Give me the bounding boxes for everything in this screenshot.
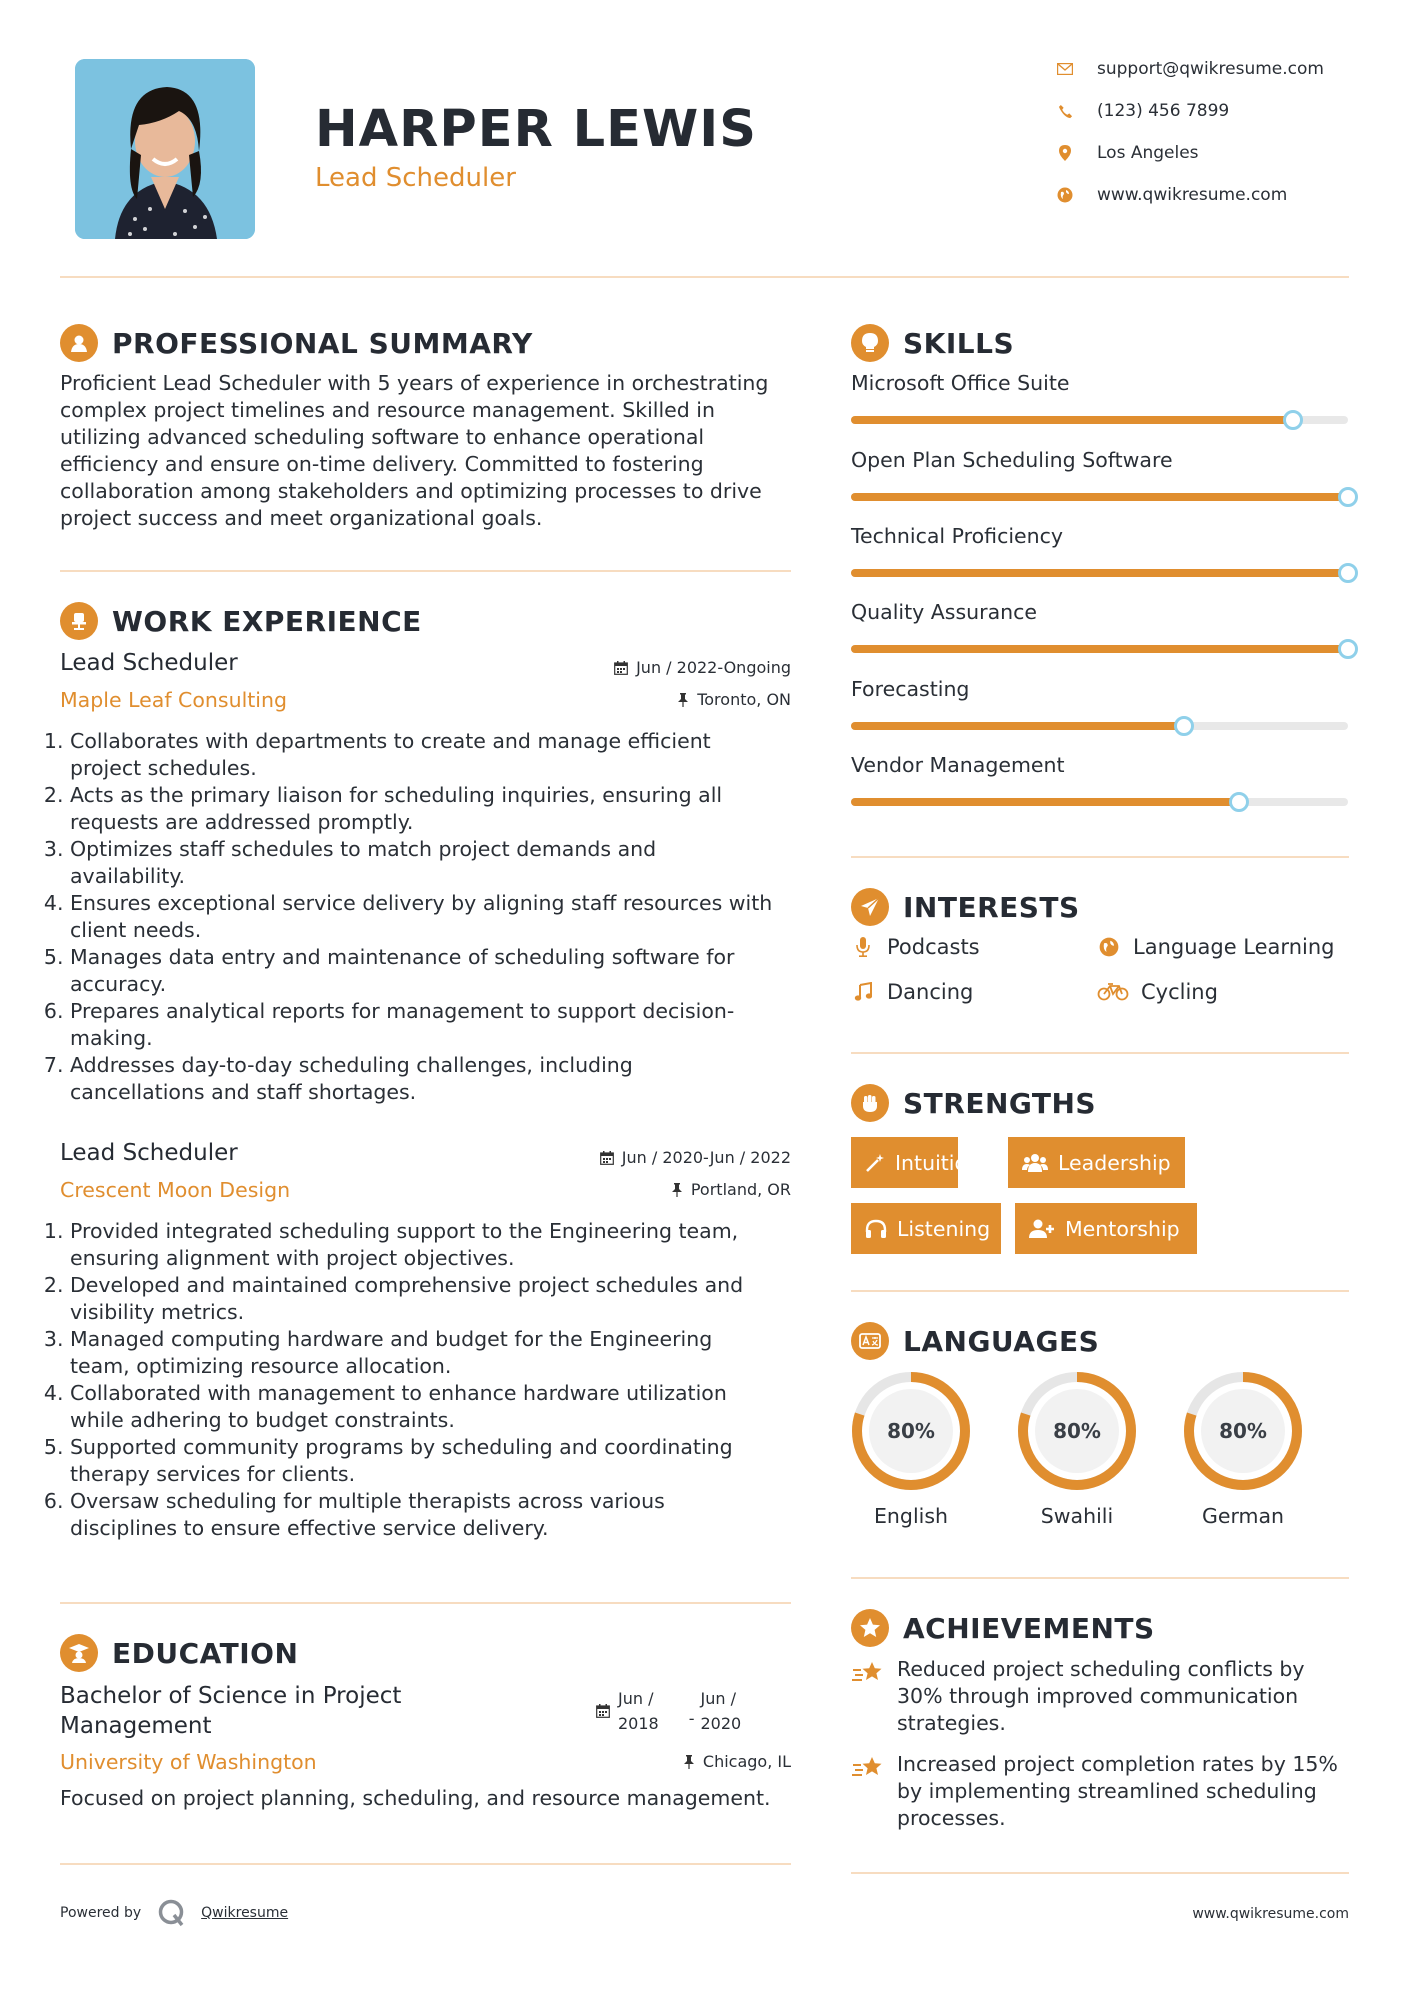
strength-chip: [1008, 1137, 1185, 1188]
website-text: www.qwikresume.com: [1097, 185, 1288, 205]
job-2-location: [671, 1180, 791, 1199]
job-1-location-text: Toronto, ON: [697, 690, 791, 709]
skill-bar-fill: [851, 493, 1348, 501]
powered-by-label: Powered by: [60, 1905, 142, 1921]
music-note-icon: [851, 980, 875, 1004]
duty-item: 5. Manages data entry and maintenance of scheduling software for accuracy.: [70, 944, 812, 998]
skill-bar: [851, 569, 1348, 577]
skill-bar-knob: [1338, 639, 1358, 659]
duty-item: 1. Provided integrated scheduling support to the Engineering team, ensuring alignment with project objectives.: [70, 1218, 812, 1272]
skill-name: Vendor Management: [851, 753, 1065, 777]
education-school: University of Washington: [60, 1750, 317, 1774]
education-description: Focused on project planning, scheduling, and resource management.: [60, 1786, 771, 1810]
strength-label: Intuition: [895, 1150, 981, 1175]
achievement-text: Reduced project scheduling conflicts by 30% through improved communication strategies.: [897, 1657, 1305, 1735]
skill-name: Microsoft Office Suite: [851, 371, 1070, 395]
microphone-icon: [851, 935, 875, 959]
lightbulb-icon: [851, 324, 889, 362]
language-percent: 80%: [887, 1419, 935, 1443]
language-name: German: [1201, 1504, 1285, 1528]
skill-bar-fill: [851, 722, 1184, 730]
summary-heading: [60, 323, 533, 363]
user-icon: [60, 324, 98, 362]
pushpin-icon: [683, 1755, 695, 1769]
qwikresume-logo-icon: [157, 1898, 187, 1928]
degree-line: Management: [60, 1713, 212, 1739]
footer-powered-by: [60, 1898, 288, 1928]
language-name: Swahili: [1040, 1504, 1114, 1528]
interest-item: [851, 935, 980, 959]
shooting-star-icon: [851, 1658, 887, 1688]
summary-line: collaboration among stakeholders and optimizing processes to drive: [60, 479, 762, 503]
bicycle-icon: [1097, 980, 1129, 1004]
languages-heading: [851, 1321, 1099, 1361]
strength-label: Leadership: [1058, 1150, 1171, 1175]
calendar-icon: [596, 1704, 610, 1718]
pushpin-icon: [671, 1183, 683, 1197]
footer-brand-link[interactable]: Qwikresume: [201, 1905, 289, 1921]
calendar-icon: [614, 661, 628, 675]
education-divider: [60, 1863, 791, 1865]
summary-line: project success and meet organizational goals.: [60, 506, 543, 530]
skill-bar-knob: [1338, 563, 1358, 583]
experience-title: WORK EXPERIENCE: [112, 604, 422, 638]
headphones-icon: [865, 1218, 887, 1240]
skill-name: Open Plan Scheduling Software: [851, 448, 1173, 472]
globe-icon: [1055, 185, 1075, 205]
paper-plane-icon: [851, 888, 889, 926]
skills-heading: [851, 323, 1014, 363]
location-text: Los Angeles: [1097, 143, 1199, 163]
education-heading: [60, 1633, 298, 1673]
summary-line: efficiency and ensure on-time delivery. Committed to fostering: [60, 452, 704, 476]
skill-bar-knob: [1338, 487, 1358, 507]
achievements-title: ACHIEVEMENTS: [903, 1611, 1155, 1645]
duty-item: 6. Oversaw scheduling for multiple therapists across various disciplines to ensure effective service delivery.: [70, 1488, 812, 1542]
interest-label: Podcasts: [887, 935, 980, 959]
contact-website[interactable]: [1055, 182, 1355, 208]
education-start: Jun / 2018: [618, 1689, 659, 1733]
profile-photo: [75, 59, 255, 239]
skill-bar-fill: [851, 416, 1293, 424]
achievement-item: [851, 1656, 1351, 1737]
strengths-title: STRENGTHS: [903, 1086, 1097, 1120]
achievement-item: [851, 1751, 1351, 1832]
phone-icon: [1055, 101, 1075, 121]
strengths-divider: [851, 1290, 1349, 1292]
contact-email[interactable]: [1055, 56, 1355, 82]
job-1-date: [614, 658, 791, 677]
duty-item: 7. Addresses day-to-day scheduling challenges, including cancellations and staff shortages.: [70, 1052, 812, 1106]
skill-bar: [851, 722, 1348, 730]
job-2-date: [600, 1148, 791, 1167]
footer-website[interactable]: www.qwikresume.com: [1192, 1906, 1349, 1922]
interests-heading: [851, 887, 1080, 927]
skill-bar-fill: [851, 569, 1348, 577]
graduate-icon: [60, 1634, 98, 1672]
skill-bar: [851, 798, 1348, 806]
duty-item: 2. Developed and maintained comprehensive project schedules and visibility metrics.: [70, 1272, 812, 1326]
strength-label: Mentorship: [1065, 1216, 1180, 1241]
education-location: [683, 1752, 791, 1771]
language-ring: [1181, 1369, 1305, 1493]
achievement-text: Increased project completion rates by 15% by implementing streamlined scheduling processes.: [897, 1752, 1338, 1830]
fist-icon: [851, 1084, 889, 1122]
job-1-company: Maple Leaf Consulting: [60, 688, 288, 712]
interest-item: [851, 980, 973, 1004]
envelope-icon: [1055, 59, 1075, 79]
skill-bar-fill: [851, 798, 1239, 806]
languages-divider: [851, 1577, 1349, 1579]
job-1-location: [677, 690, 791, 709]
summary-divider: [60, 570, 791, 572]
achievements-heading: [851, 1608, 1155, 1648]
duty-item: 1. Collaborates with departments to create and manage efficient project schedules.: [70, 728, 812, 782]
duty-item: 4. Ensures exceptional service delivery by aligning staff resources with client needs.: [70, 890, 812, 944]
duty-item: 4. Collaborated with management to enhance hardware utilization while adhering to budget constraints.: [70, 1380, 812, 1434]
job-2-location-text: Portland, OR: [690, 1180, 791, 1199]
summary-line: complex project timelines and resource management. Skilled in: [60, 398, 715, 422]
strength-chip: [851, 1203, 1001, 1254]
job-2-role: Lead Scheduler: [60, 1140, 238, 1166]
language-percent: 80%: [1053, 1419, 1101, 1443]
achievements-divider: [851, 1872, 1349, 1874]
duty-item: 3. Optimizes staff schedules to match project demands and availability.: [70, 836, 812, 890]
calendar-icon: [600, 1151, 614, 1165]
skill-bar-fill: [851, 645, 1348, 653]
skill-bar: [851, 493, 1348, 501]
skill-bar-knob: [1174, 716, 1194, 736]
education-date-dash: -: [688, 1708, 695, 1728]
phone-text: (123) 456 7899: [1097, 101, 1230, 121]
interests-divider: [851, 1052, 1349, 1054]
language-percent: 80%: [1219, 1419, 1267, 1443]
magic-wand-icon: [865, 1152, 885, 1174]
contact-location: [1055, 140, 1355, 166]
interest-item: [1097, 980, 1218, 1004]
job-1-role: Lead Scheduler: [60, 650, 238, 676]
duty-item: 2. Acts as the primary liaison for scheduling inquiries, ensuring all requests are addressed promptly.: [70, 782, 812, 836]
summary-line: utilizing advanced scheduling software to enhance operational: [60, 425, 705, 449]
education-dates: [596, 1686, 741, 1736]
user-plus-icon: [1029, 1218, 1055, 1240]
header-divider: [60, 276, 1349, 278]
shooting-star-icon: [851, 1753, 887, 1783]
candidate-title: Lead Scheduler: [315, 163, 516, 193]
language-card-icon: [851, 1322, 889, 1360]
job-2-date-text: Jun / 2020-Jun / 2022: [621, 1148, 791, 1167]
interest-label: Cycling: [1141, 980, 1218, 1004]
pushpin-icon: [677, 693, 689, 707]
duty-item: 3. Managed computing hardware and budget for the Engineering team, optimizing resource allocation.: [70, 1326, 812, 1380]
map-pin-icon: [1055, 143, 1075, 163]
degree-line: Bachelor of Science in Project: [60, 1683, 402, 1709]
candidate-name: HARPER LEWIS: [315, 100, 757, 159]
users-icon: [1022, 1152, 1048, 1174]
strengths-heading: [851, 1083, 1096, 1123]
interests-title: INTERESTS: [903, 890, 1080, 924]
skill-name: Forecasting: [851, 677, 970, 701]
language-ring: [1015, 1369, 1139, 1493]
skill-bar: [851, 416, 1348, 424]
interest-item: [1097, 935, 1334, 959]
summary-title: PROFESSIONAL SUMMARY: [112, 326, 533, 360]
skill-bar-knob: [1229, 792, 1249, 812]
skill-bar: [851, 645, 1348, 653]
education-degree: [60, 1681, 401, 1741]
duty-item: 5. Supported community programs by scheduling and coordinating therapy services for clients.: [70, 1434, 812, 1488]
language-ring: [849, 1369, 973, 1493]
strength-label: Listening: [897, 1216, 991, 1241]
languages-title: LANGUAGES: [903, 1324, 1100, 1358]
strength-chip: [1015, 1203, 1197, 1254]
experience-divider: [60, 1602, 791, 1604]
skill-name: Technical Proficiency: [851, 524, 1064, 548]
star-icon: [851, 1609, 889, 1647]
duty-item: 6. Prepares analytical reports for management to support decision- making.: [70, 998, 812, 1052]
summary-line: Proficient Lead Scheduler with 5 years of experience in orchestrating: [60, 371, 769, 395]
contact-phone[interactable]: [1055, 98, 1355, 124]
summary-text: [60, 370, 800, 532]
interest-label: Language Learning: [1133, 935, 1335, 959]
skill-name: Quality Assurance: [851, 600, 1038, 624]
strength-chip: [851, 1137, 981, 1188]
briefcase-chair-icon: [60, 602, 98, 640]
job-2-duties: [52, 1218, 812, 1542]
education-location-text: Chicago, IL: [702, 1752, 791, 1771]
education-end: Jun / 2020: [700, 1689, 742, 1733]
globe-icon: [1097, 935, 1121, 959]
job-2-company: Crescent Moon Design: [60, 1178, 291, 1202]
education-title: EDUCATION: [112, 1636, 299, 1670]
job-1-duties: [52, 728, 812, 1106]
experience-heading: [60, 601, 422, 641]
skill-bar-knob: [1283, 410, 1303, 430]
email-text: support@qwikresume.com: [1097, 59, 1324, 79]
language-name: English: [873, 1504, 949, 1528]
skills-title: SKILLS: [903, 326, 1015, 360]
job-1-date-text: Jun / 2022-Ongoing: [636, 658, 791, 677]
interest-label: Dancing: [887, 980, 974, 1004]
skills-divider: [851, 856, 1349, 858]
